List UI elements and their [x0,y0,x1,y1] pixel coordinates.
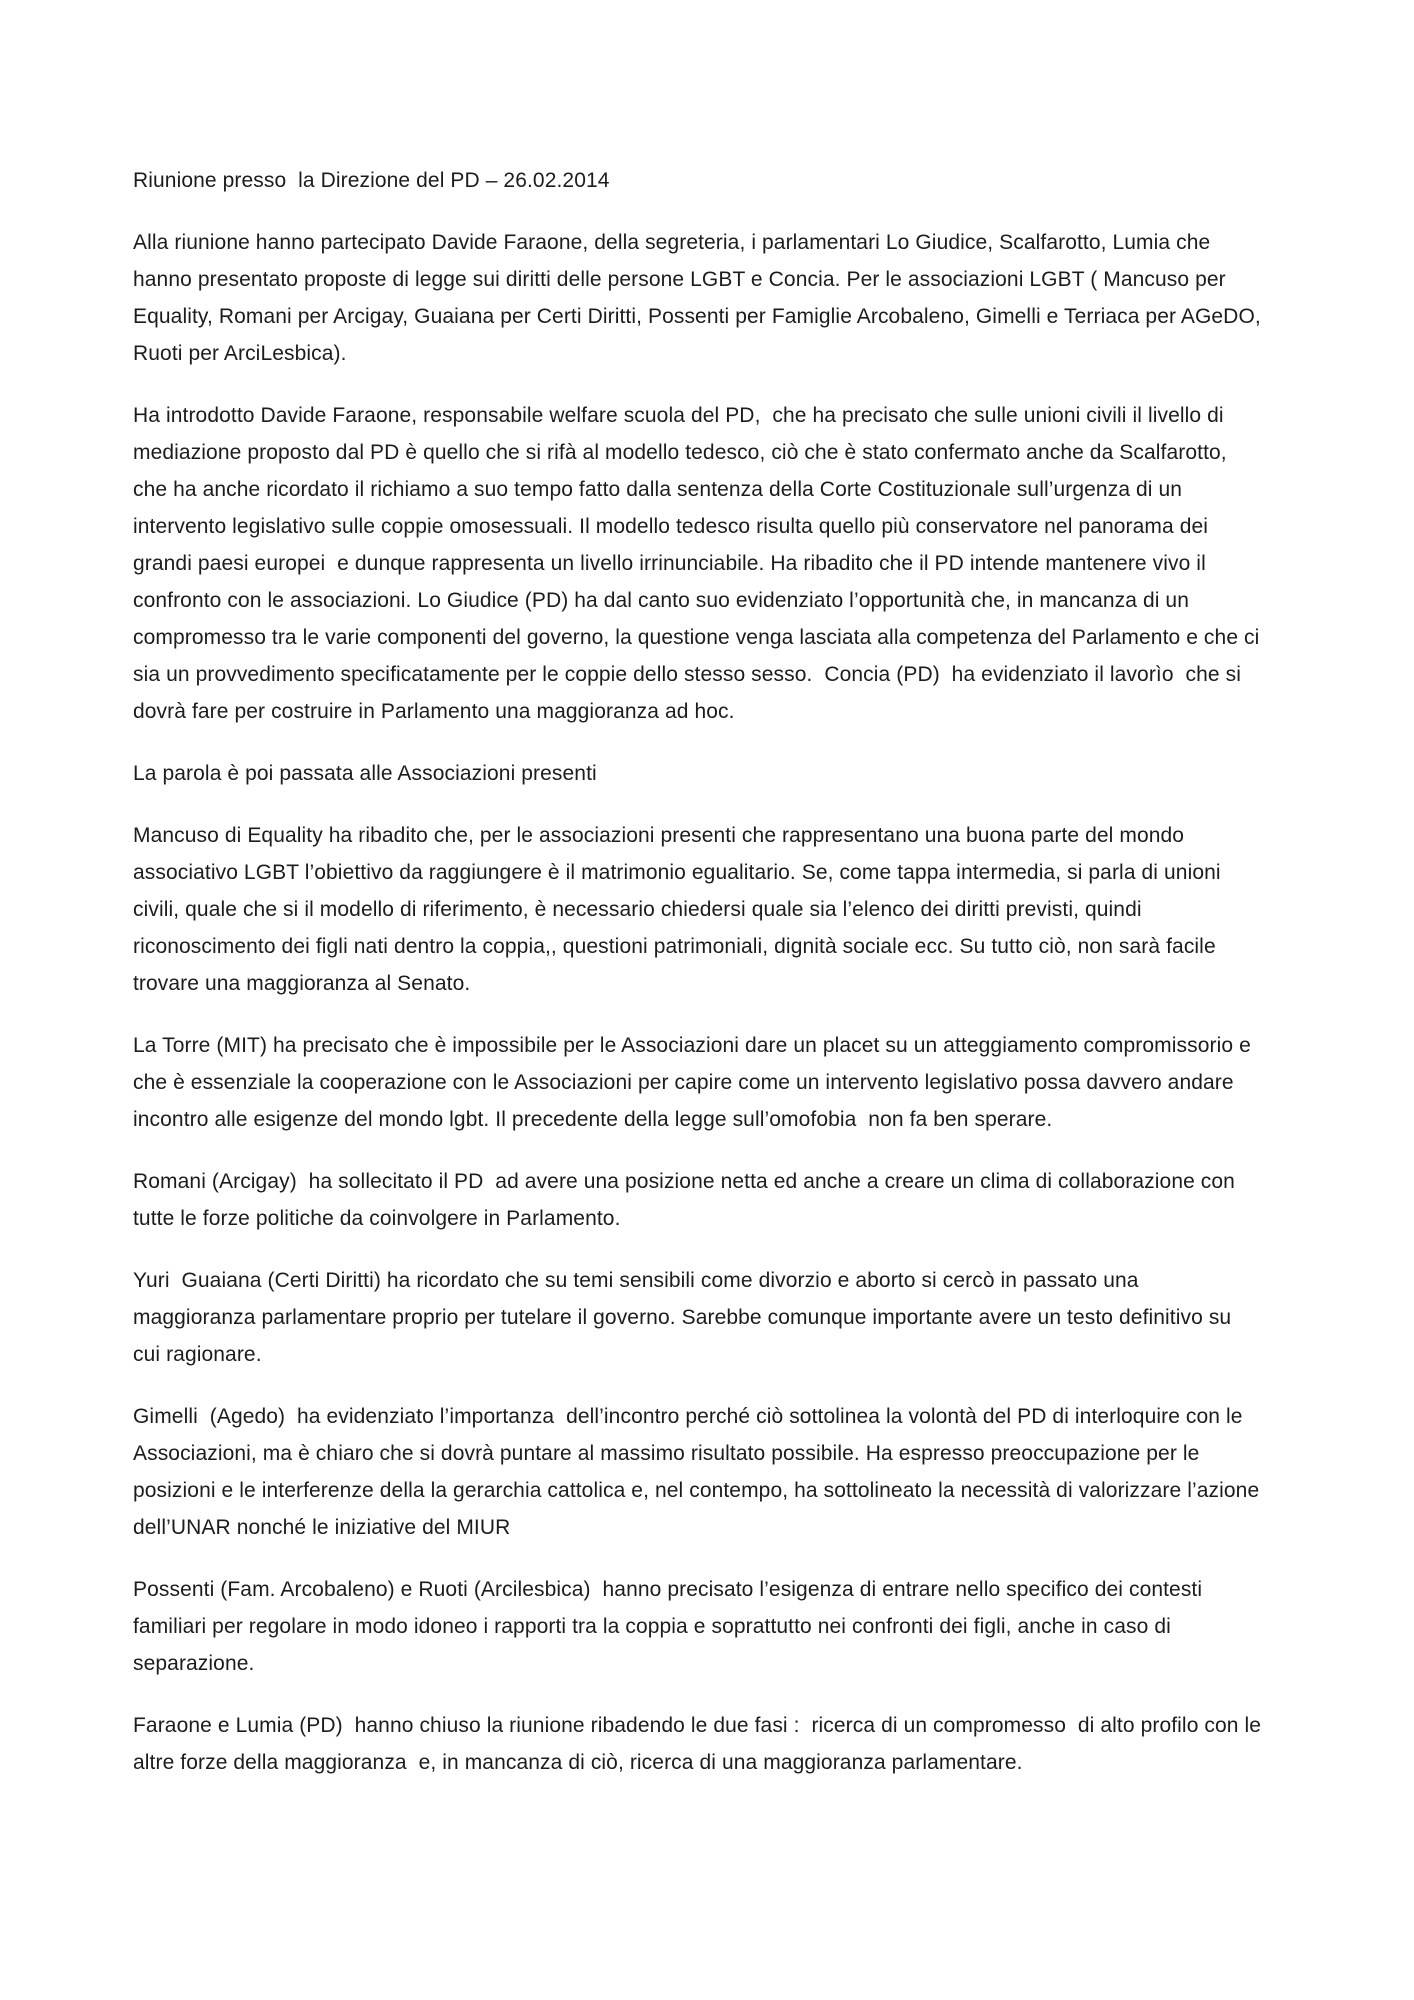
paragraph-handover-associations: La parola è poi passata alle Associazioni presenti [133,762,597,785]
document-body [133,162,1267,1781]
paragraph-gimelli-agedo: Gimelli (Agedo) ha evidenziato l’importanza dell’incontro perché ciò sottolinea la volontà del PD di interloquire con le Associazioni, ma è chiaro che si dovrà puntare al massimo risultato possibile. Ha espresso preoccupazione per le posizioni e le interferenze della la gerarchia cattolica e, nel contempo, ha sottolineato la necessità di valorizzare l’azione dell’UNAR nonché le iniziative del MIUR [133,1405,1266,1539]
paragraph-mancuso-equality: Mancuso di Equality ha ribadito che, per le associazioni presenti che rappresentano una buona parte del mondo associativo LGBT l’obiettivo da raggiungere è il matrimonio egualitario. Se, come tappa intermedia, si parla di unioni civili, quale che si il modello di riferimento, è necessario chiedersi quale sia l’elenco dei diritti previsti, quindi riconoscimento dei figli nati dentro la coppia,, questioni patrimoniali, dignità sociale ecc. Su tutto ciò, non sarà facile trovare una maggioranza al Senato. [133,824,1227,995]
paragraph-la-torre-mit: La Torre (MIT) ha precisato che è impossibile per le Associazioni dare un placet su un atteggiamento compromissorio e che è essenziale la cooperazione con le Associazioni per capire come un intervento legislativo possa davvero andare incontro alle esigenze del mondo lgbt. Il precedente della legge sull’omofobia non fa ben sperare. [133,1034,1257,1131]
paragraph-introduction-faraone: Ha introdotto Davide Faraone, responsabile welfare scuola del PD, che ha precisato che sulle unioni civili il livello di mediazione proposto dal PD è quello che si rifà al modello tedesco, ciò che è stato confermato anche da Scalfarotto, che ha anche ricordato il richiamo a suo tempo fatto dalla sentenza della Corte Costituzionale sull’urgenza di un intervento legislativo sulle coppie omosessuali. Il modello tedesco risulta quello più conservatore nel panorama dei grandi paesi europei e dunque rappresenta un livello irrinunciabile. Ha ribadito che il PD intende mantenere vivo il confronto con le associazioni. Lo Giudice (PD) ha dal canto suo evidenziato l’opportunità che, in mancanza di un compromesso tra le varie componenti del governo, la questione venga lasciata alla competenza del Parlamento e che ci sia un provvedimento specificatamente per le coppie dello stesso sesso. Concia (PD) ha evidenziato il lavorìo che si dovrà fare per costruire in Parlamento una maggioranza ad hoc. [133,404,1266,723]
paragraph-guaiana-certi-diritti: Yuri Guaiana (Certi Diritti) ha ricordato che su temi sensibili come divorzio e aborto si cercò in passato una maggioranza parlamentare proprio per tutelare il governo. Sarebbe comunque importante avere un testo definitivo su cui ragionare. [133,1269,1238,1366]
paragraph-closing-faraone-lumia: Faraone e Lumia (PD) hanno chiuso la riunione ribadendo le due fasi : ricerca di un compromesso di alto profilo con le altre forze della maggioranza e, in mancanza di ciò, ricerca di una maggioranza parlamentare. [133,1714,1267,1774]
paragraph-possenti-ruoti: Possenti (Fam. Arcobaleno) e Ruoti (Arcilesbica) hanno precisato l’esigenza di entrare nello specifico dei contesti familiari per regolare in modo idoneo i rapporti tra la coppia e soprattutto nei confronti dei figli, anche in caso di separazione. [133,1578,1209,1675]
paragraph-participants: Alla riunione hanno partecipato Davide Faraone, della segreteria, i parlamentari Lo Giudice, Scalfarotto, Lumia che hanno presentato proposte di legge sui diritti delle persone LGBT e Concia. Per le associazioni LGBT ( Mancuso per Equality, Romani per Arcigay, Guaiana per Certi Diritti, Possenti per Famiglie Arcobaleno, Gimelli e Terriaca per AGeDO, Ruoti per ArciLesbica). [133,231,1267,365]
paragraph-romani-arcigay: Romani (Arcigay) ha sollecitato il PD ad avere una posizione netta ed anche a creare un clima di collaborazione con tutte le forze politiche da coinvolgere in Parlamento. [133,1170,1241,1230]
document-title: Riunione presso la Direzione del PD – 26.02.2014 [133,169,610,192]
